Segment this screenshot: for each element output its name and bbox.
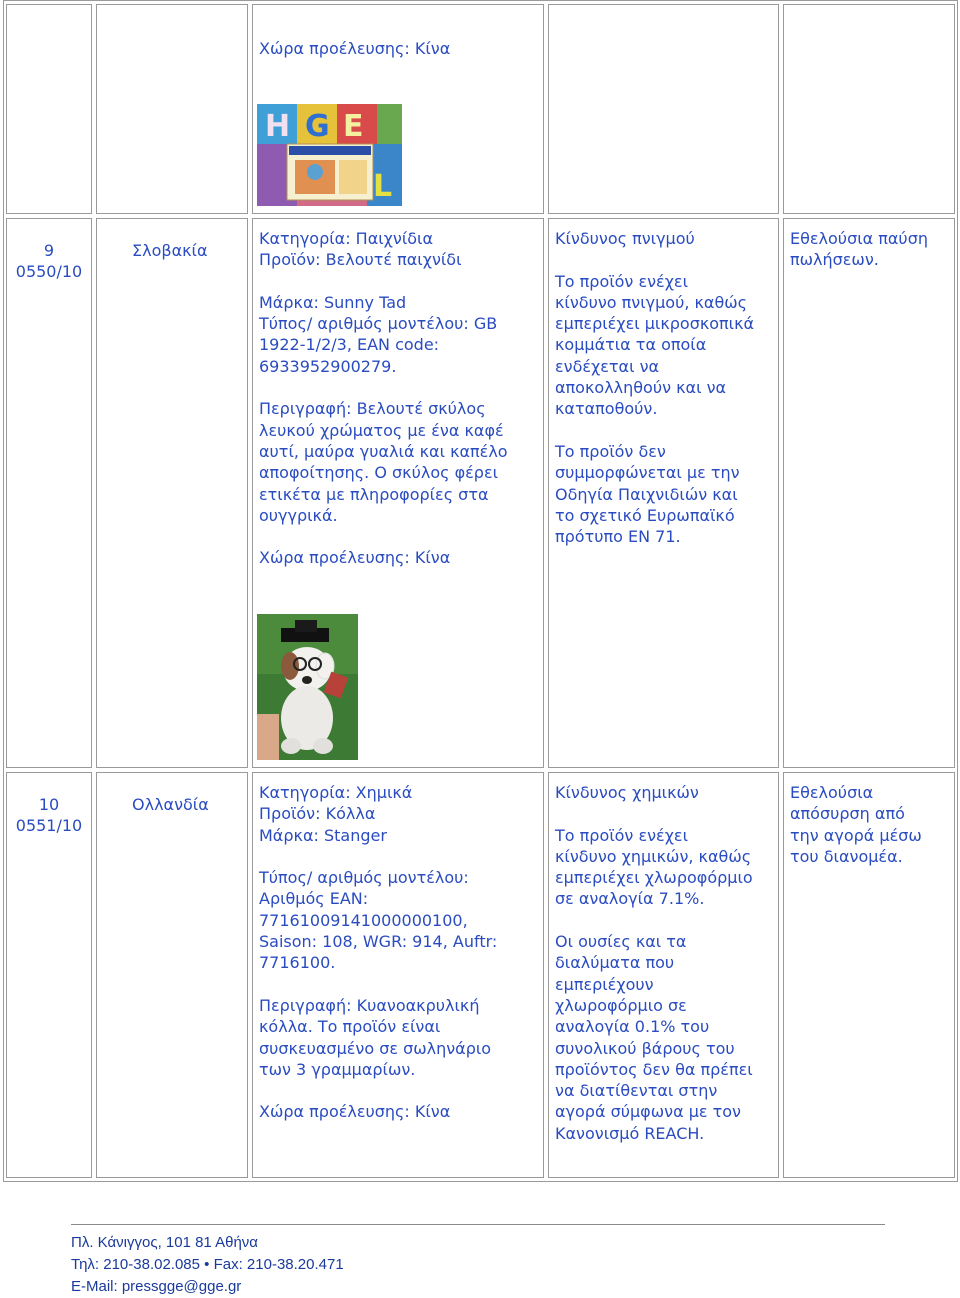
text-line: αποφοίτησης. Ο σκύλος φέρει	[259, 463, 499, 483]
text-line: αναλογία 0.1% του	[555, 1017, 710, 1037]
text-line: Χώρα προέλευσης: Κίνα	[259, 548, 451, 568]
text-line: κομμάτια τα οποία	[555, 335, 707, 355]
text-line: Το προϊόν ενέχει	[555, 271, 688, 291]
table-cell-country	[96, 4, 248, 214]
text-line: αυτί, μαύρα γυαλιά και καπέλο	[259, 441, 508, 461]
text-line	[555, 249, 754, 270]
text-line: αγορά σύμφωνα με τον	[555, 1102, 741, 1122]
table-cell-country	[96, 772, 248, 1178]
entry-reference: 0551/10	[15, 816, 83, 835]
risk-description	[555, 782, 753, 1144]
text-line: Οι ουσίες και τα	[555, 932, 687, 952]
text-line	[259, 846, 497, 867]
text-line: Κίνδυνος χημικών	[555, 783, 699, 802]
text-line: Προϊόν: Κόλλα	[259, 804, 376, 824]
table-cell-number	[6, 4, 92, 214]
entry-reference: 0550/10	[15, 262, 83, 281]
entry-country: Ολλανδία	[132, 795, 209, 814]
text-line: κόλλα. Το προϊόν είναι	[259, 1017, 441, 1037]
measures-description	[790, 782, 922, 867]
text-line: Εθελούσια	[790, 783, 874, 802]
text-line: κίνδυνο πνιγμού, καθώς	[555, 292, 748, 312]
text-line: Κατηγορία: Παιχνίδια	[259, 229, 433, 248]
text-line	[259, 1080, 497, 1101]
footer-phone-fax: Τηλ: 210-38.02.085 • Fax: 210-38.20.471	[71, 1256, 344, 1273]
text-line: ενδέχεται να	[555, 356, 660, 376]
text-line: Περιγραφή: Κυανοακρυλική	[259, 995, 480, 1015]
text-line: σε αναλογία 7.1%.	[555, 889, 705, 909]
text-line: πρότυπο EN 71.	[555, 527, 681, 547]
text-line: Προϊόν: Βελουτέ παιχνίδι	[259, 250, 462, 270]
svg-text:L: L	[373, 169, 393, 204]
product-description	[259, 782, 497, 1123]
text-line: Saison: 108, WGR: 914, Auftr:	[259, 932, 498, 952]
text-line: Το προϊόν δεν	[555, 441, 666, 461]
text-line: χλωροφόρμιο σε	[555, 995, 687, 1015]
text-line: Χώρα προέλευσης: Κίνα	[259, 1102, 451, 1122]
origin-text: Χώρα προέλευσης: Κίνα	[259, 39, 451, 58]
text-line: προϊόντος δεν θα πρέπει	[555, 1059, 753, 1079]
text-line	[555, 803, 753, 824]
text-line	[259, 526, 508, 547]
text-line: Κανονισμό REACH.	[555, 1123, 705, 1143]
text-line: εμπεριέχουν	[555, 974, 654, 994]
product-description	[259, 228, 508, 569]
text-line	[555, 420, 754, 441]
table-cell-country	[96, 218, 248, 768]
text-line: Αριθμός EAN:	[259, 889, 369, 909]
table-cell-measures	[783, 218, 955, 768]
entry-country: Σλοβακία	[132, 241, 208, 260]
text-line: Οδηγία Παιχνιδιών και	[555, 484, 738, 504]
text-line: Μάρκα: Stanger	[259, 825, 387, 845]
text-line: Το προϊόν ενέχει	[555, 825, 688, 845]
text-line: το σχετικό Ευρωπαϊκό	[555, 505, 735, 525]
text-line: εμπεριέχει μικροσκοπικά	[555, 314, 755, 334]
text-line: να διατίθενται στην	[555, 1081, 718, 1101]
risk-description	[555, 228, 754, 547]
svg-text:G: G	[305, 109, 330, 144]
text-line: Κατηγορία: Χημικά	[259, 783, 413, 802]
text-line: καταποθούν.	[555, 399, 658, 419]
entry-number: 9	[43, 241, 55, 260]
text-line: αποκολληθούν και να	[555, 378, 727, 398]
text-line: την αγορά μέσω	[790, 825, 922, 845]
text-line	[259, 974, 497, 995]
product-photo-puzzle-mat	[257, 104, 402, 206]
product-photo-plush-dog	[257, 614, 358, 760]
entry-number: 10	[38, 795, 60, 814]
table-cell-measures	[783, 4, 955, 214]
text-line: συμμορφώνεται με την	[555, 463, 740, 483]
measures-description	[790, 228, 928, 271]
text-line: των 3 γραμμαρίων.	[259, 1059, 416, 1079]
text-line: λευκού χρώματος με ένα καφέ	[259, 420, 504, 440]
table-cell-number	[6, 218, 92, 768]
text-line: πωλήσεων.	[790, 250, 879, 270]
text-line: του διανομέα.	[790, 846, 903, 866]
footer-address: Πλ. Κάνιγγος, 101 81 Αθήνα	[71, 1234, 258, 1251]
text-line: 6933952900279.	[259, 356, 397, 376]
text-line: διαλύματα που	[555, 953, 675, 973]
text-line: Περιγραφή: Βελουτέ σκύλος	[259, 399, 486, 419]
svg-text:H: H	[265, 109, 291, 144]
text-line	[259, 271, 508, 292]
text-line: 77161009141000000100,	[259, 910, 468, 930]
text-line: 1922-1/2/3, EAN code:	[259, 335, 440, 355]
text-line: ουγγρικά.	[259, 505, 338, 525]
text-line: κίνδυνο χημικών, καθώς	[555, 846, 752, 866]
table-cell-risk	[548, 4, 779, 214]
footer-divider	[71, 1224, 885, 1225]
svg-text:E: E	[343, 109, 364, 144]
text-line: 7716100.	[259, 953, 336, 973]
text-line: ετικέτα με πληροφορίες στα	[259, 484, 489, 504]
text-line: συσκευασμένο σε σωληνάριο	[259, 1038, 492, 1058]
text-line: εμπεριέχει χλωροφόρμιο	[555, 868, 753, 888]
text-line: Μάρκα: Sunny Tad	[259, 292, 407, 312]
text-line: Τύπος/ αριθμός μοντέλου: GB	[259, 314, 498, 334]
text-line	[259, 377, 508, 398]
footer-email: E-Mail: pressgge@gge.gr	[71, 1278, 242, 1295]
text-line: απόσυρση από	[790, 804, 905, 824]
text-line: συνολικού βάρους του	[555, 1038, 735, 1058]
text-line: Εθελούσια παύση	[790, 229, 928, 248]
text-line: Τύπος/ αριθμός μοντέλου:	[259, 868, 469, 888]
text-line	[555, 910, 753, 931]
text-line: Κίνδυνος πνιγμού	[555, 229, 695, 248]
